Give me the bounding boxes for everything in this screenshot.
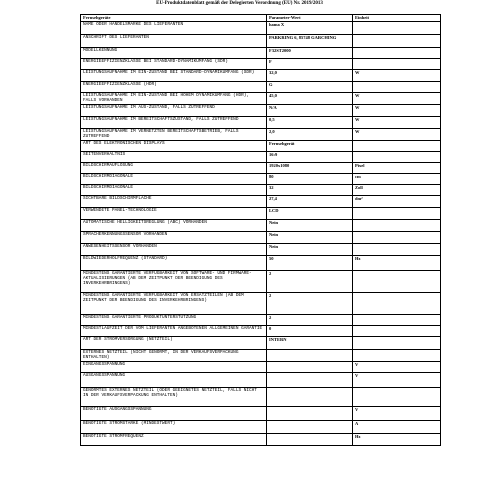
row-label: VERWENDETE PANEL-TECHNOLOGIE — [81, 208, 267, 220]
row-value: 2 — [267, 271, 353, 293]
row-value — [267, 362, 353, 373]
row-label: BILDSCHIRMAUFLÖSUNG — [81, 163, 267, 174]
row-value: N/A — [267, 105, 353, 117]
table-row — [81, 35, 441, 48]
table-row — [81, 434, 441, 446]
row-label: LEISTUNGSAUFNAHME IM VERNETZTEN BEREITSCHAFTSBETRIEB, FALLS ZUTREFFEND — [81, 129, 267, 141]
row-unit — [353, 59, 441, 70]
row-value: F32ST2000 — [267, 48, 353, 59]
row-unit — [353, 337, 441, 350]
row-unit — [353, 208, 441, 220]
table-row — [81, 59, 441, 70]
table-row — [81, 70, 441, 82]
row-unit — [353, 232, 441, 244]
row-unit: dm² — [353, 196, 441, 208]
row-label: ENERGIEEFFIZIENZKLASSE BEI STANDARD-DYNAMIKUMFANG (SDR) — [81, 59, 267, 70]
row-label: BENÖTIGTE AUSGANGSSPANNUNG — [81, 407, 267, 421]
row-value — [267, 388, 353, 407]
row-label: NAME ODER HANDELSMARKE DES LIEFERANTEN — [81, 22, 267, 35]
row-value: 16:9 — [267, 152, 353, 163]
table-row — [81, 185, 441, 196]
sheet-title: EU-Produktdatenblatt gemäß der Delegierten Verordnung (EU) Nr. 2019/2013 — [156, 1, 323, 6]
row-value: 2,0 — [267, 129, 353, 141]
table-row — [81, 220, 441, 232]
row-unit: Hz — [353, 256, 441, 271]
table-row — [81, 174, 441, 185]
table-row — [81, 93, 441, 105]
row-label: BILDSCHIRMDIAGONALE — [81, 174, 267, 185]
row-label: MINDESTLAUFZEIT DER VOM LIEFERANTEN ANGEBOTENEN ALLGEMEINEN GARANTIE — [81, 326, 267, 337]
row-value: 80 — [267, 174, 353, 185]
row-label: ANWESENHEITSSENSOR VORHANDEN — [81, 244, 267, 256]
row-unit — [353, 293, 441, 315]
row-unit — [353, 35, 441, 48]
row-label: LEISTUNGSAUFNAHME IM EIN-ZUSTAND BEI HOHEM DYNAMIKUMFANG (HDR), FALLS VORHANDEN — [81, 93, 267, 105]
row-label: AUSGANGSSPANNUNG — [81, 373, 267, 388]
table-row — [81, 350, 441, 362]
row-label: AUTOMATISCHE HELLIGKEITSREGLUNG (ABC) VORHANDEN — [81, 220, 267, 232]
row-value: 1920x1080 — [267, 163, 353, 174]
row-unit: V — [353, 373, 441, 388]
row-unit — [353, 315, 441, 326]
row-label: LEISTUNGSAUFNAHME IM AUS-ZUSTAND, FALLS ZUTREFFEND — [81, 105, 267, 117]
table-row — [81, 129, 441, 141]
row-value: 45,0 — [267, 93, 353, 105]
table-row — [81, 362, 441, 373]
row-unit — [353, 22, 441, 35]
table-row — [81, 48, 441, 59]
row-label: ART DES ELEKTRONISCHEN DISPLAYS — [81, 141, 267, 152]
row-value — [267, 407, 353, 421]
table-row — [81, 407, 441, 421]
table-row — [81, 208, 441, 220]
table-row — [81, 244, 441, 256]
row-unit — [353, 48, 441, 59]
row-label: EINGANGSSPANNUNG — [81, 362, 267, 373]
row-value: 27,4 — [267, 196, 353, 208]
table-row — [81, 373, 441, 388]
row-value: 50 — [267, 256, 353, 271]
row-unit — [353, 152, 441, 163]
row-label: GENORMTES EXTERNES NETZTEIL (ODER GEEIGNETES NETZTEIL, FALLS NICHT IN DER VERKAUFSVERPACKUNG ENTHALTEN) — [81, 388, 267, 407]
row-value: F — [267, 59, 353, 70]
row-unit: Zoll — [353, 185, 441, 196]
row-label: BENÖTIGTE STROMFREQUENZ — [81, 434, 267, 446]
table-row — [81, 271, 441, 293]
row-label: BILDWIEDERHOLFREQUENZ (STANDARD) — [81, 256, 267, 271]
row-value: 0,5 — [267, 117, 353, 129]
row-unit: W — [353, 117, 441, 129]
table-row — [81, 256, 441, 271]
row-label: MINDESTENS GARANTIERTE VERFÜGBARKEIT VON ERSATZTEILEN (AB DEM ZEITPUNKT DER BEENDIGUNG DES INVERKEHRBRINGENS) — [81, 293, 267, 315]
row-unit — [353, 350, 441, 362]
row-value: LCD — [267, 208, 353, 220]
row-unit: W — [353, 105, 441, 117]
table-row — [81, 388, 441, 407]
row-value — [267, 373, 353, 388]
row-label: BENÖTIGTE STROMSTÄRKE (MINDESTWERT) — [81, 421, 267, 434]
row-label: MINDESTENS GARANTIERTE VERFÜGBARKEIT VON SOFTWARE- UND FIRMWARE- AKTUALISIERUNGEN (AB DEM ZEITPUNKT DER BEENDIGUNG DES INVERKEHRBRINGENS) — [81, 271, 267, 293]
row-value: INTERN — [267, 337, 353, 350]
row-label: MINDESTENS GARANTIERTE PRODUKTUNTERSTÜTZUNG — [81, 315, 267, 326]
row-label: SPRACHERKENNUNGSSENSOR VORHANDEN — [81, 232, 267, 244]
row-unit: Hz — [353, 434, 441, 446]
row-value — [267, 421, 353, 434]
row-unit: Pixel — [353, 163, 441, 174]
table-row — [81, 141, 441, 152]
product-data-table — [80, 14, 441, 446]
row-label: LEISTUNGSAUFNAHME IM EIN-ZUSTAND BEI STANDARD-DYNAMIKUMFANG (SDR) — [81, 70, 267, 82]
row-value: 0 — [267, 326, 353, 337]
header-feature: Fernsehgeräte — [81, 15, 267, 22]
row-unit — [353, 82, 441, 93]
table-header-row — [81, 15, 441, 22]
table-row — [81, 152, 441, 163]
row-value: 32 — [267, 185, 353, 196]
row-value: Fernsehgerät — [267, 141, 353, 152]
row-value: Nein — [267, 232, 353, 244]
row-label: ENERGIEEFFIZIENZKLASSE (HDR) — [81, 82, 267, 93]
row-label: EXTERNES NETZTEIL (NICHT GENORMT, IN DER VERKAUFSVERPACKUNG ENTHALTEN) — [81, 350, 267, 362]
row-unit — [353, 388, 441, 407]
table-row — [81, 105, 441, 117]
row-unit: A — [353, 421, 441, 434]
row-label: BILDSCHIRMDIAGONALE — [81, 185, 267, 196]
row-unit: V — [353, 362, 441, 373]
header-value: Parameter-Wert — [267, 15, 353, 22]
table-row — [81, 82, 441, 93]
header-unit: Einheit — [353, 15, 441, 22]
row-unit — [353, 326, 441, 337]
row-value: Nein — [267, 244, 353, 256]
row-unit: W — [353, 129, 441, 141]
row-value: hama X — [267, 22, 353, 35]
table-row — [81, 326, 441, 337]
row-value — [267, 350, 353, 362]
row-value: 32,0 — [267, 70, 353, 82]
row-label: ANSCHRIFT DES LIEFERANTEN — [81, 35, 267, 48]
row-value: 2 — [267, 293, 353, 315]
table-row — [81, 315, 441, 326]
table-row — [81, 337, 441, 350]
row-unit — [353, 244, 441, 256]
table-row — [81, 117, 441, 129]
table-row — [81, 421, 441, 434]
row-unit: W — [353, 93, 441, 105]
row-unit: W — [353, 70, 441, 82]
row-value: 2 — [267, 315, 353, 326]
table-row — [81, 22, 441, 35]
row-value: PARKRING 6, 85748 GARCHING — [267, 35, 353, 48]
table-row — [81, 196, 441, 208]
row-label: MODELLKENNUNG — [81, 48, 267, 59]
row-value: Nein — [267, 220, 353, 232]
row-unit — [353, 271, 441, 293]
table-row — [81, 293, 441, 315]
row-unit — [353, 220, 441, 232]
table-row — [81, 232, 441, 244]
table-row — [81, 163, 441, 174]
row-label: SEITENVERHÄLTNIS — [81, 152, 267, 163]
row-unit: cm — [353, 174, 441, 185]
row-label: ART DER STROMVERSORGUNG (NETZTEIL) — [81, 337, 267, 350]
row-value: G — [267, 82, 353, 93]
row-unit: V — [353, 407, 441, 421]
row-unit — [353, 141, 441, 152]
row-label: LEISTUNGSAUFNAHME IM BEREITSCHAFTSZUSTAND, FALLS ZUTREFFEND — [81, 117, 267, 129]
row-value — [267, 434, 353, 446]
row-label: SICHTBARE BILDSCHIRMFLÄCHE — [81, 196, 267, 208]
